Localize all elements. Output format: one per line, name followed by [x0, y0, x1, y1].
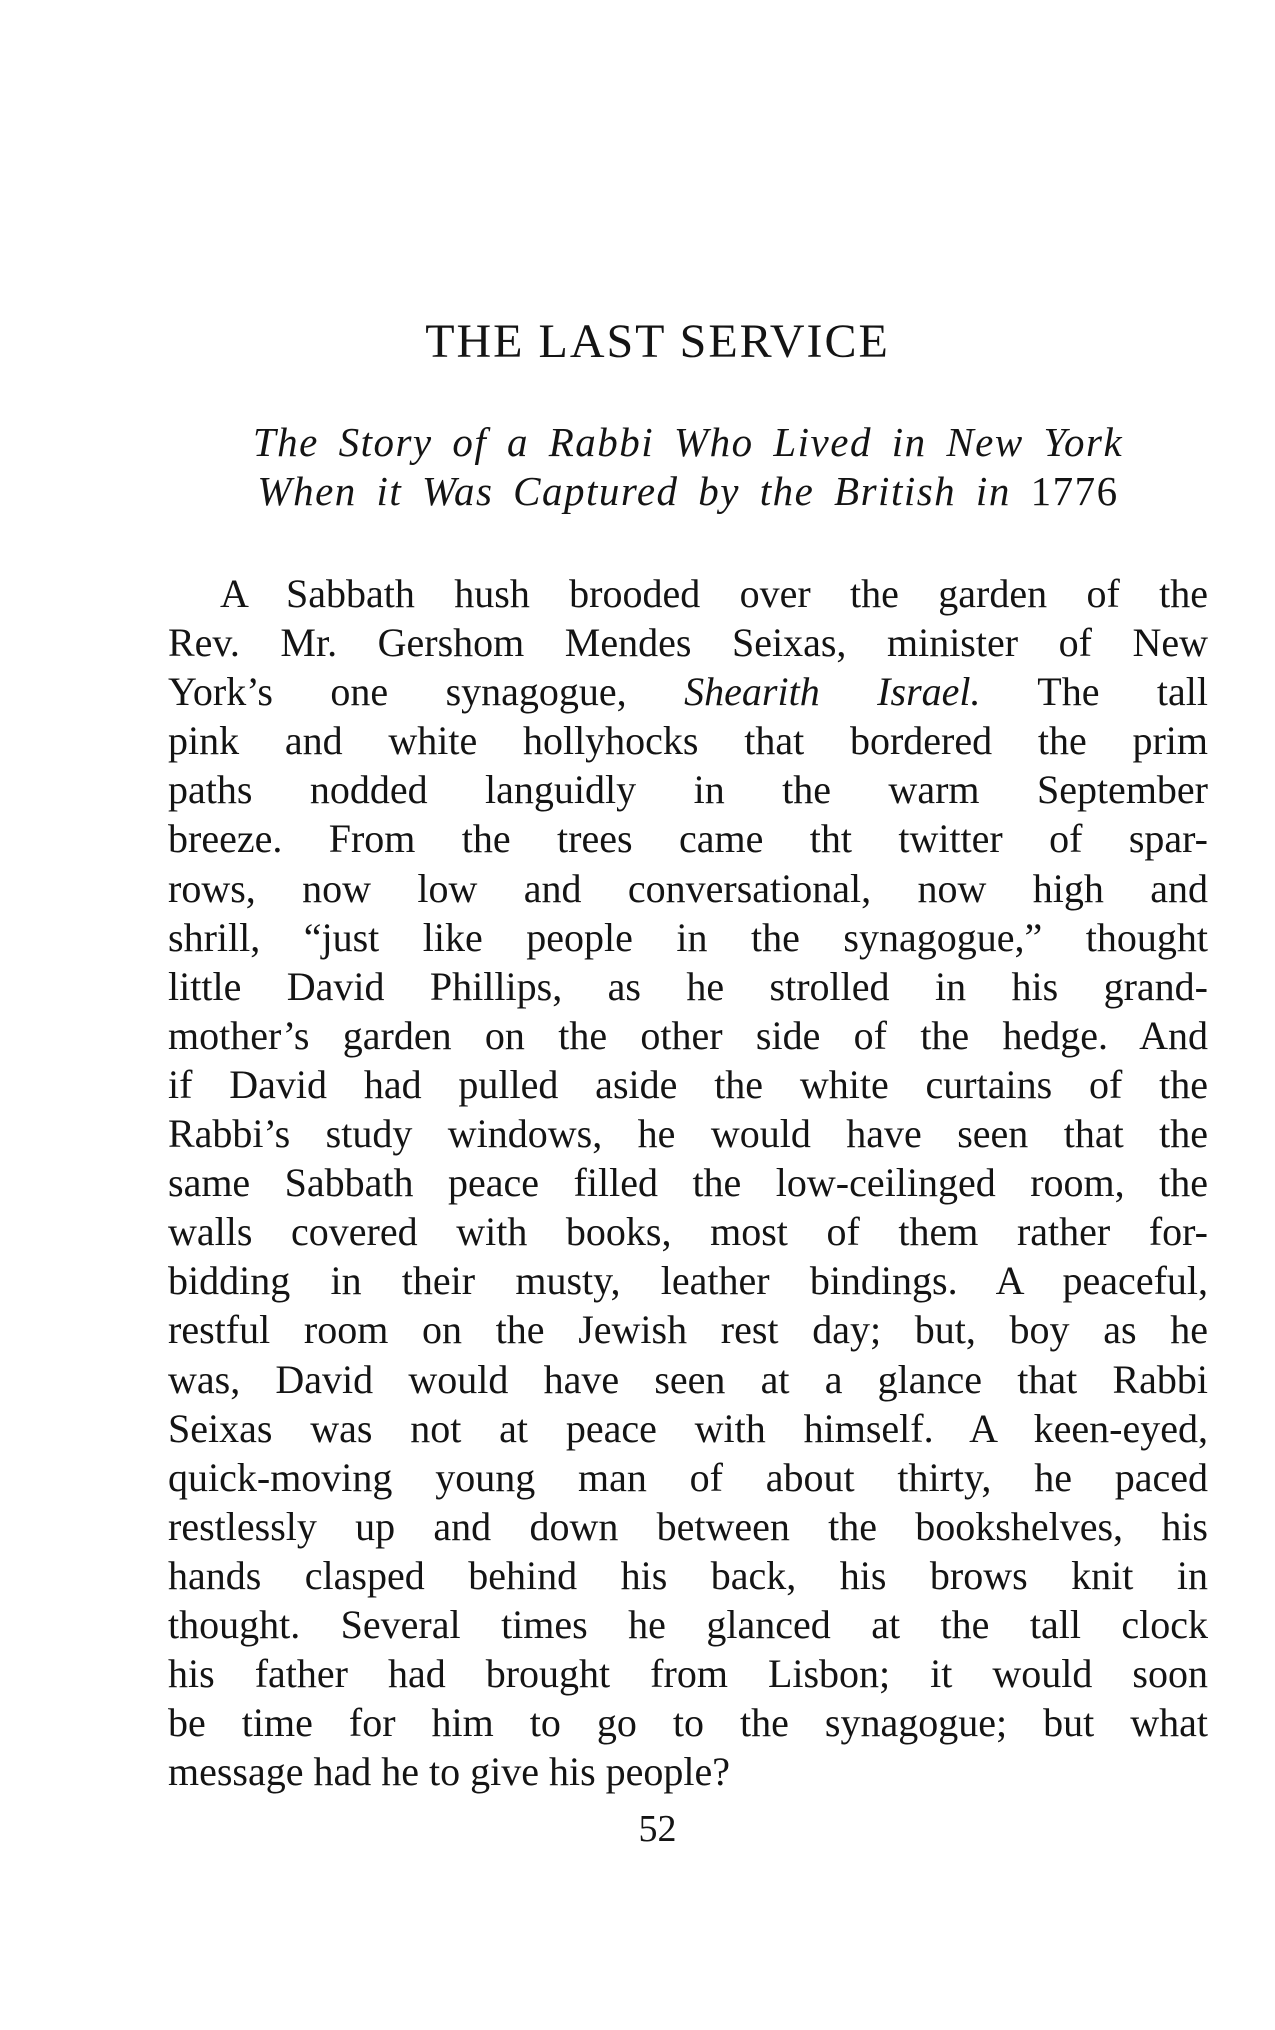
- text-line: Rev. Mr. Gershom Mendes Seixas, minister of New: [168, 620, 1208, 666]
- text-line: rows, now low and conversational, now high and: [168, 865, 1208, 911]
- text-line: bidding in their musty, leather bindings. A peaceful,: [168, 1258, 1208, 1304]
- text-run: York’s one synagogue,: [168, 669, 627, 715]
- body-paragraph: [168, 569, 1208, 1796]
- text-line: pink and white hollyhocks that bordered the prim: [168, 718, 1208, 764]
- text-line: was, David would have seen at a glance that Rabbi: [168, 1356, 1208, 1402]
- text-line: Seixas was not at peace with himself. A keen-eyed,: [168, 1405, 1208, 1451]
- text-line: message had he to give his people?: [168, 1749, 731, 1795]
- text-line: hands clasped behind his back, his brows knit in: [168, 1552, 1208, 1598]
- subtitle-line-2-text: When it Was Captured by the British in: [257, 468, 1011, 514]
- text-line: little David Phillips, as he strolled in his grand-: [168, 963, 1208, 1009]
- subtitle-line-1: The Story of a Rabbi Who Lived in New York: [252, 419, 1124, 465]
- text-line: shrill, “just like people in the synagogue,” thought: [168, 914, 1208, 960]
- synagogue-name: Shearith Israel.: [684, 669, 981, 715]
- text-line: A Sabbath hush brooded over the garden of the: [220, 571, 1208, 616]
- text-line: mother’s garden on the other side of the hedge. And: [168, 1012, 1208, 1058]
- chapter-title: THE LAST SERVICE: [425, 315, 890, 368]
- text-line: breeze. From the trees came tht twitter of spar-: [168, 816, 1208, 862]
- chapter-subtitle: [168, 418, 1208, 516]
- text-line: [168, 667, 1208, 716]
- text-line: paths nodded languidly in the warm September: [168, 767, 1208, 813]
- text-line: be time for him to go to the synagogue; but what: [168, 1700, 1208, 1746]
- text-line: restlessly up and down between the bookshelves, his: [168, 1503, 1208, 1549]
- page-number: 52: [638, 1808, 677, 1850]
- text-line: restful room on the Jewish rest day; but, boy as he: [168, 1307, 1208, 1353]
- text-line: if David had pulled aside the white curtains of the: [168, 1061, 1208, 1107]
- text-line: thought. Several times he glanced at the tall clock: [168, 1601, 1208, 1647]
- text-run: The tall: [1037, 669, 1209, 715]
- subtitle-line-2: [168, 467, 1208, 516]
- text-line: his father had brought from Lisbon; it would soon: [168, 1651, 1208, 1697]
- text-line: quick-moving young man of about thirty, he paced: [168, 1454, 1208, 1500]
- subtitle-year: 1776: [1030, 468, 1119, 514]
- text-line: Rabbi’s study windows, he would have seen that the: [168, 1111, 1208, 1157]
- text-line: walls covered with books, most of them rather for-: [168, 1209, 1208, 1255]
- text-line: same Sabbath peace filled the low-ceilinged room, the: [168, 1160, 1208, 1206]
